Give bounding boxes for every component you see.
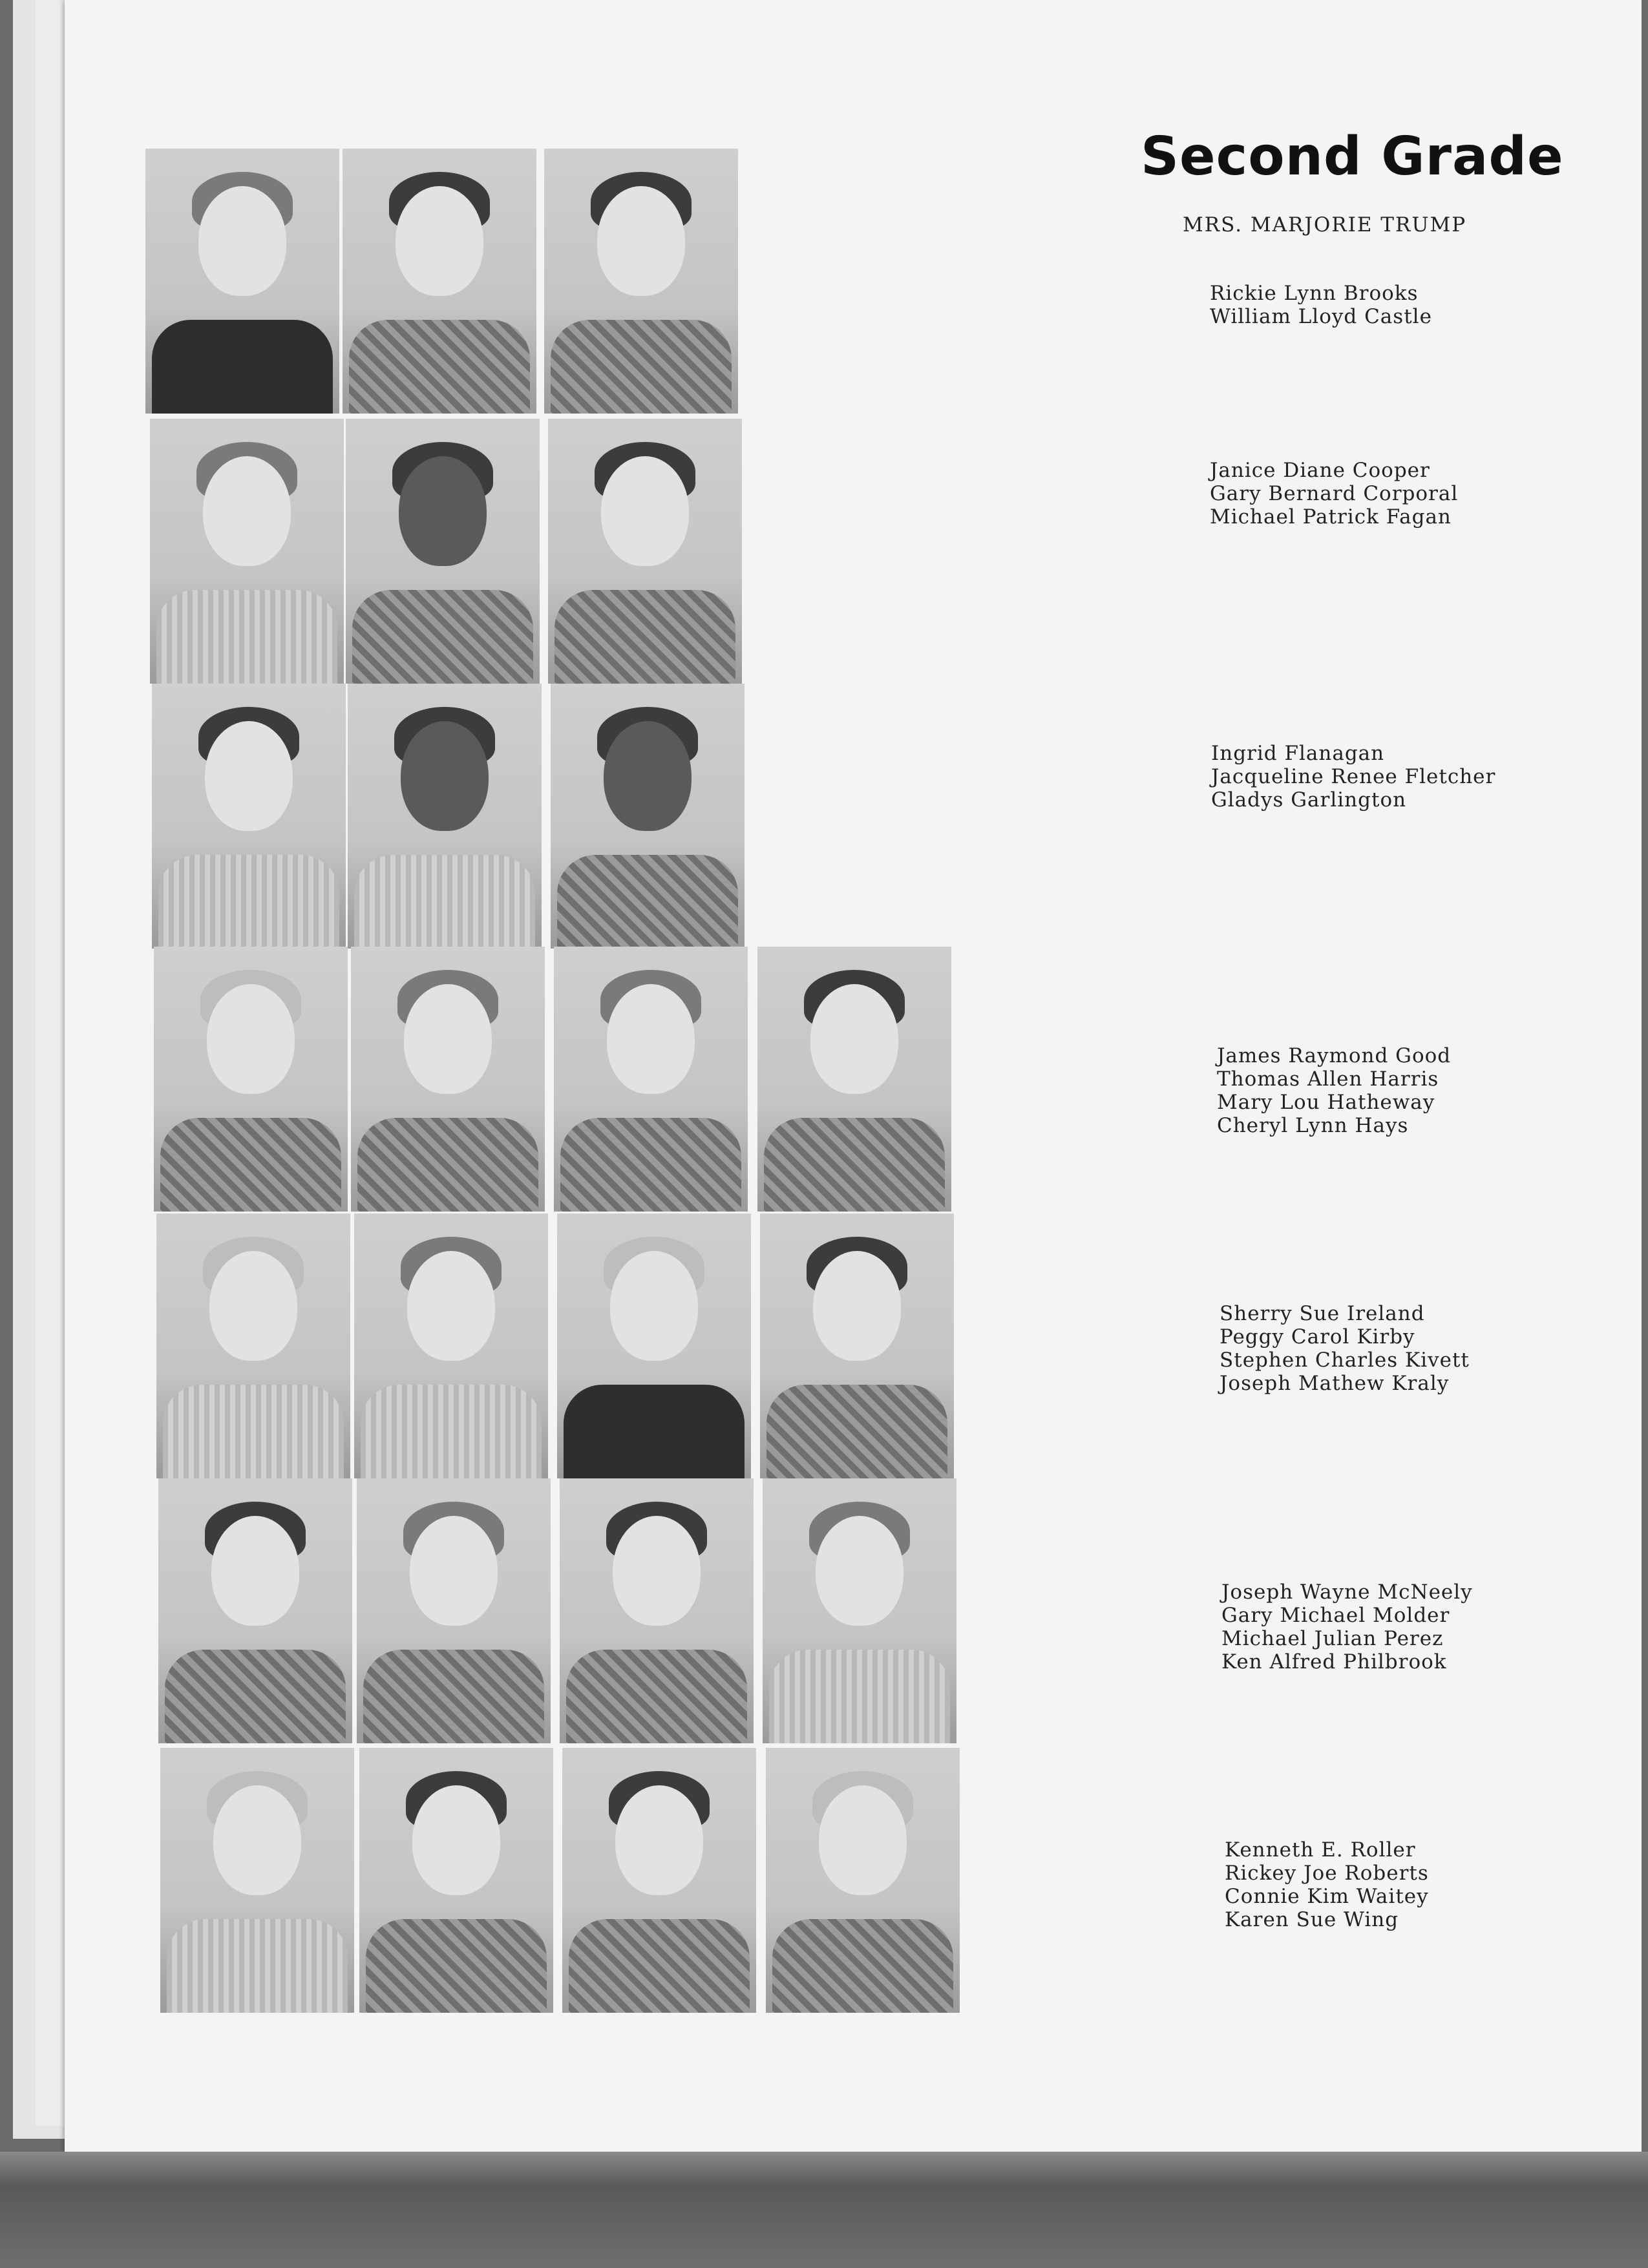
student-name: Karen Sue Wing: [1225, 1908, 1399, 1931]
name-list-row-4: [1217, 1044, 1451, 1137]
teacher-name: MRS. MARJORIE TRUMP: [1183, 213, 1467, 236]
student-name: Jacqueline Renee Fletcher: [1211, 765, 1496, 788]
page-title: Second Grade: [1141, 126, 1564, 187]
student-photo: [763, 1478, 956, 1743]
student-name: Peggy Carol Kirby: [1220, 1325, 1415, 1349]
student-photo: [343, 149, 536, 414]
student-name: Ingrid Flanagan: [1211, 742, 1385, 765]
student-name: Janice Diane Cooper: [1210, 459, 1430, 482]
scanner-background: [0, 2152, 1648, 2268]
student-photo: [348, 684, 542, 949]
student-photo: [156, 1213, 350, 1478]
student-photo: [359, 1748, 553, 2013]
student-photo: [544, 149, 738, 414]
student-photo: [554, 947, 748, 1212]
student-photo: [346, 419, 540, 684]
student-name: Stephen Charles Kivett: [1220, 1349, 1470, 1372]
student-photo: [760, 1213, 954, 1478]
student-photo: [357, 1478, 551, 1743]
student-name: Ken Alfred Philbrook: [1221, 1650, 1447, 1674]
name-list-row-5: [1220, 1302, 1470, 1395]
student-name: Thomas Allen Harris: [1217, 1067, 1439, 1091]
name-list-row-1: [1210, 282, 1432, 328]
name-list-row-2: [1210, 459, 1458, 529]
student-name: Gary Bernard Corporal: [1210, 482, 1459, 505]
student-photo: [152, 684, 346, 949]
student-name: Gladys Garlington: [1211, 788, 1407, 812]
student-name: Michael Julian Perez: [1221, 1627, 1444, 1650]
student-photo: [560, 1478, 754, 1743]
student-photo: [562, 1748, 756, 2013]
student-name: Kenneth E. Roller: [1225, 1838, 1416, 1862]
student-name: Cheryl Lynn Hays: [1217, 1114, 1409, 1137]
student-name: Gary Michael Molder: [1221, 1604, 1450, 1627]
student-name: James Raymond Good: [1217, 1044, 1452, 1067]
student-photo: [351, 947, 545, 1212]
student-name: Connie Kim Waitey: [1225, 1885, 1429, 1908]
name-list-row-7: [1225, 1838, 1429, 1931]
name-list-row-6: [1221, 1580, 1473, 1674]
student-photo: [766, 1748, 960, 2013]
student-photo: [158, 1478, 352, 1743]
student-name: Rickie Lynn Brooks: [1210, 282, 1419, 305]
student-name: Rickey Joe Roberts: [1225, 1862, 1429, 1885]
student-photo: [548, 419, 742, 684]
student-photo: [557, 1213, 751, 1478]
student-photo: [160, 1748, 354, 2013]
student-name: Mary Lou Hatheway: [1217, 1091, 1435, 1114]
student-photo: [154, 947, 348, 1212]
student-photo: [150, 419, 344, 684]
student-name: William Lloyd Castle: [1210, 305, 1432, 328]
student-name: Sherry Sue Ireland: [1220, 1302, 1425, 1325]
student-photo: [551, 684, 745, 949]
photo-teacher: [145, 149, 339, 414]
student-name: Joseph Mathew Kraly: [1220, 1372, 1450, 1395]
student-name: Joseph Wayne McNeely: [1221, 1580, 1473, 1604]
name-list-row-3: [1211, 742, 1495, 812]
student-photo: [757, 947, 951, 1212]
student-photo: [354, 1213, 548, 1478]
student-name: Michael Patrick Fagan: [1210, 505, 1452, 529]
